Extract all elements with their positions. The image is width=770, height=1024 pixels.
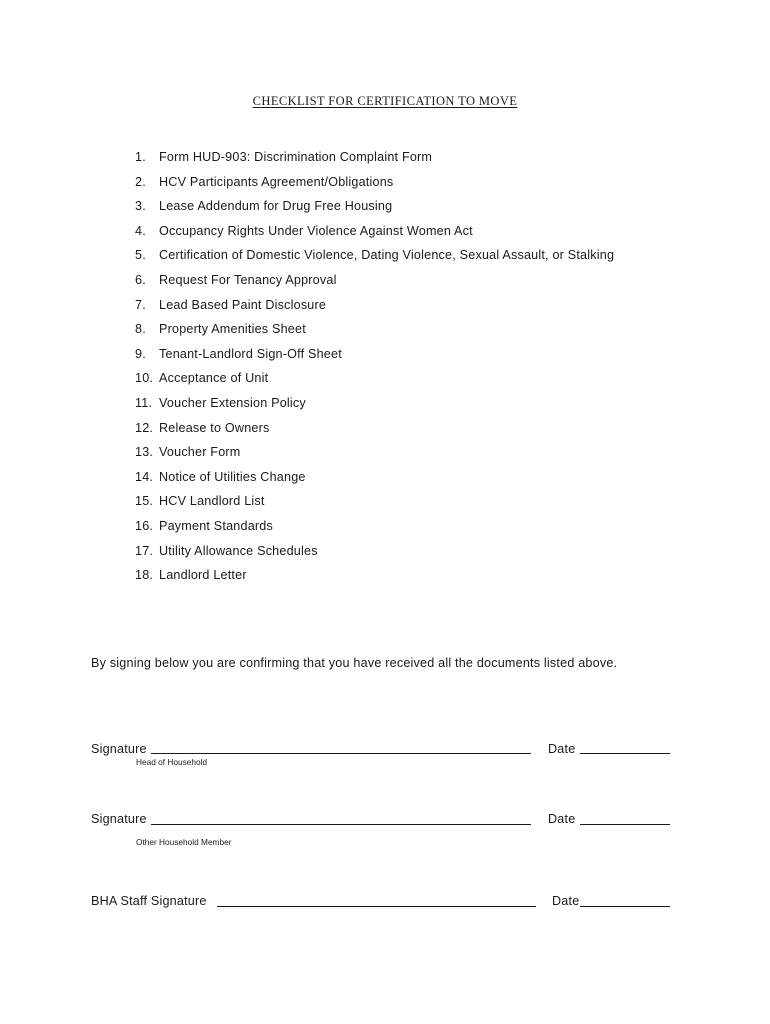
item-text: Request For Tenancy Approval — [159, 272, 337, 287]
item-number: 12. — [135, 420, 154, 435]
item-text: Lease Addendum for Drug Free Housing — [159, 199, 393, 214]
member-date-label: Date — [548, 812, 576, 826]
list-item — [135, 442, 614, 467]
item-number: 15. — [135, 494, 154, 509]
list-item — [135, 565, 614, 590]
list-item — [135, 147, 614, 172]
head-signature-label: Signature — [91, 742, 147, 756]
list-item — [135, 196, 614, 221]
item-text: Utility Allowance Schedules — [159, 543, 318, 558]
checklist — [135, 147, 614, 590]
head-signature-line[interactable] — [151, 753, 531, 754]
item-number: 16. — [135, 518, 154, 533]
item-number: 13. — [135, 445, 154, 460]
document-title: CHECKLIST FOR CERTIFICATION TO MOVE — [252, 94, 518, 108]
item-number: 18. — [135, 568, 154, 583]
item-text: Lead Based Paint Disclosure — [159, 297, 327, 312]
item-number: 8. — [135, 322, 146, 337]
head-of-household-caption: Head of Household — [136, 757, 208, 767]
item-text: Occupancy Rights Under Violence Against Women Act — [159, 223, 473, 238]
staff-date-label: Date — [552, 894, 580, 908]
item-number: 6. — [135, 272, 146, 287]
item-number: 14. — [135, 469, 154, 484]
list-item — [135, 418, 614, 443]
item-number: 1. — [135, 150, 146, 164]
member-date-line[interactable] — [580, 824, 670, 825]
item-text: Property Amenities Sheet — [159, 322, 306, 337]
item-text: Certification of Domestic Violence, Dating Violence, Sexual Assault, or Stalking — [159, 248, 615, 263]
item-number: 5. — [135, 248, 146, 263]
member-signature-label: Signature — [91, 812, 147, 826]
staff-signature-line[interactable] — [217, 906, 536, 907]
list-item — [135, 541, 614, 566]
list-item — [135, 172, 614, 197]
item-number: 17. — [135, 543, 154, 558]
list-item — [135, 368, 614, 393]
list-item — [135, 491, 614, 516]
head-date-label: Date — [548, 742, 576, 756]
item-number: 7. — [135, 297, 146, 312]
item-text: Tenant-Landlord Sign-Off Sheet — [159, 346, 342, 361]
item-number: 11. — [135, 395, 153, 410]
item-number: 10. — [135, 371, 154, 386]
head-date-line[interactable] — [580, 753, 670, 754]
other-household-member-caption: Other Household Member — [136, 837, 232, 847]
item-number: 4. — [135, 223, 146, 238]
list-item — [135, 393, 614, 418]
item-text: Acceptance of Unit — [159, 371, 269, 386]
item-number: 3. — [135, 199, 146, 214]
list-item — [135, 516, 614, 541]
staff-signature-label: BHA Staff Signature — [91, 894, 207, 908]
item-text: Release to Owners — [159, 420, 270, 435]
item-text: Form HUD-903: Discrimination Complaint Form — [159, 150, 433, 164]
list-item — [135, 295, 614, 320]
item-text: Landlord Letter — [159, 568, 247, 583]
list-item — [135, 344, 614, 369]
list-item — [135, 245, 614, 270]
item-text: Voucher Form — [159, 445, 241, 460]
list-item — [135, 221, 614, 246]
list-item — [135, 467, 614, 492]
item-text: Voucher Extension Policy — [159, 395, 306, 410]
item-text: Payment Standards — [159, 518, 274, 533]
item-text: HCV Participants Agreement/Obligations — [159, 174, 394, 189]
item-text: Notice of Utilities Change — [159, 469, 306, 484]
list-item — [135, 319, 614, 344]
item-number: 2. — [135, 174, 146, 189]
confirmation-statement: By signing below you are confirming that you have received all the documents listed above. — [91, 656, 618, 670]
item-text: HCV Landlord List — [159, 494, 265, 509]
member-signature-line[interactable] — [151, 824, 531, 825]
item-number: 9. — [135, 346, 146, 361]
staff-date-line[interactable] — [580, 906, 670, 907]
list-item — [135, 270, 614, 295]
